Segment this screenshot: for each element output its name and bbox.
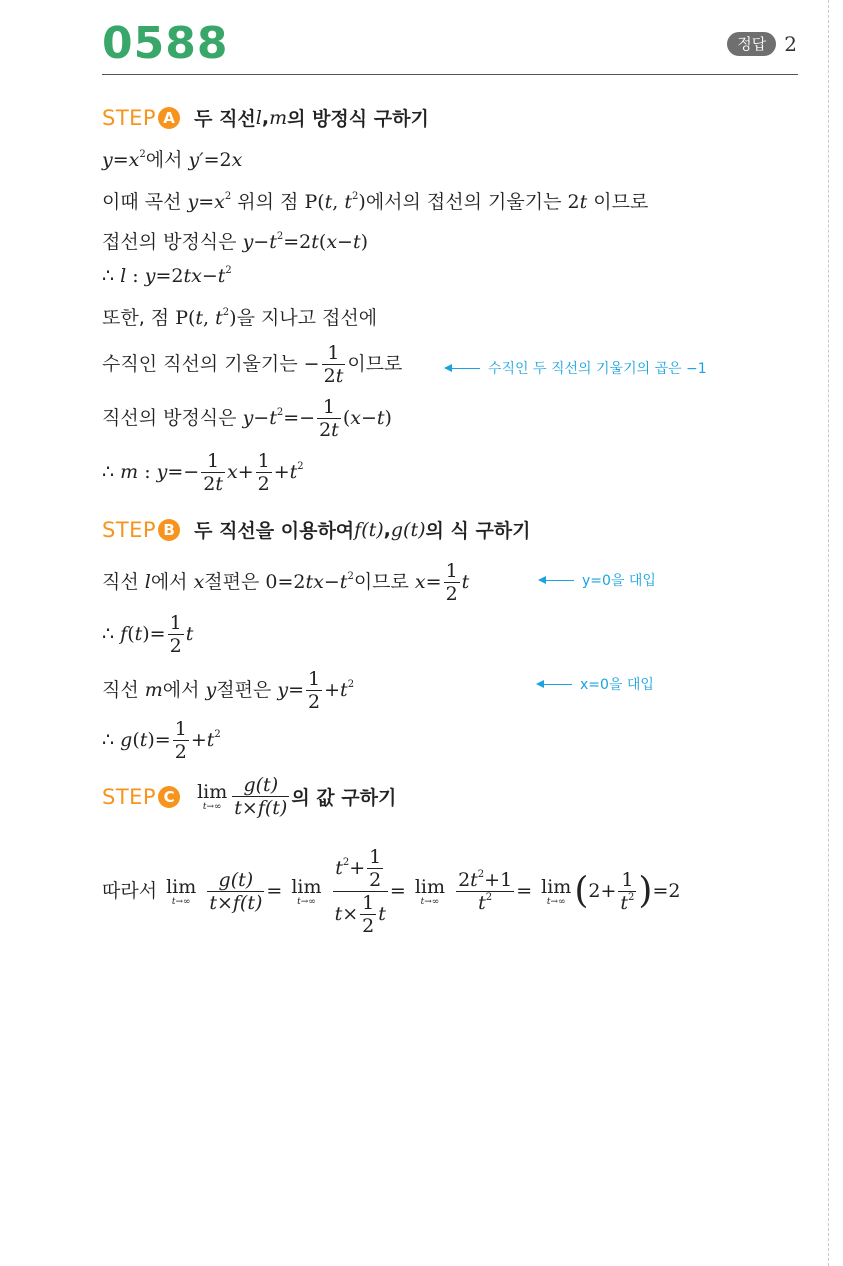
step-b-badge: B	[158, 519, 180, 541]
step-a-line-5: 또한, 점 P(t, $t^2$)을 지나고 접선에	[102, 307, 378, 329]
arrow-left-icon	[446, 368, 480, 369]
step-c-badge: C	[158, 786, 180, 808]
step-a-line-8: ∴ m : y=− $\frac{1}{2t}$ x+ $\frac{1}{2}$ $+t^2$	[102, 450, 304, 495]
note-substitute-x: x=0을 대입	[538, 674, 654, 694]
step-word: STEP	[102, 105, 157, 130]
arrow-left-icon	[540, 580, 574, 581]
note-perpendicular: 수직인 두 직선의 기울기의 곱은 −1	[446, 358, 707, 378]
step-c-heading: STEP C lim t→∞ $\frac{g(t)}{t\times f(t)}$ 의 값 구하기	[102, 774, 397, 819]
step-a-line-3: 접선의 방정식은 $y-t^2=2t(x-t)$	[102, 231, 369, 253]
problem-number: 0588	[102, 18, 229, 69]
step-b-heading: STEP B 두 직선을 이용하여 f(t) , g(t) 의 식 구하기	[102, 517, 531, 542]
step-a-line-4: ∴ l : $y=2tx-t^2$	[102, 265, 232, 287]
step-b-line-4: ∴ g(t)= $\frac{1}{2}$ $+t^2$	[102, 718, 221, 763]
step-c-line-1: 따라서 lim t→∞ $\frac{g(t)}{t\times f(t)}$ = lim t→∞ $t^2+$ $\frac{1}{2}$ t× $\frac{1}{2}$ t = lim t→∞ $\frac{2t^2+1}{t^2}$ = lim t→∞ (2+ $\frac{1}{t^2}$ )=2	[102, 846, 681, 937]
answer-box	[727, 32, 797, 56]
note-substitute-y: y=0을 대입	[540, 570, 656, 590]
step-a-heading: STEP A 두 직선 l , m 의 방정식 구하기	[102, 105, 429, 130]
arrow-left-icon	[538, 684, 572, 685]
header-rule	[102, 74, 798, 75]
step-a-line-7: 직선의 방정식은 $y-t^2=-$ $\frac{1}{2t}$ (x−t)	[102, 396, 392, 441]
step-a-line-2: 이때 곡선 $y=x^2$ 위의 점 P(t, $t^2$)에서의 접선의 기울기는 2t 이므로	[102, 191, 649, 213]
step-b-line-2: ∴ f(t)= $\frac{1}{2}$ t	[102, 612, 194, 657]
page-edge-line	[828, 0, 829, 1266]
answer-label: 정답	[727, 32, 776, 56]
step-a-line-6: 수직인 직선의 기울기는 − $\frac{1}{2t}$ 이므로	[102, 342, 403, 387]
answer-value: 2	[784, 32, 797, 56]
step-b-line-3: 직선 m에서 y절편은 y= $\frac{1}{2}$ $+t^2$	[102, 668, 355, 713]
step-a-badge: A	[158, 107, 180, 129]
step-b-line-1: 직선 l에서 x절편은 $0=2tx-t^2$이므로 x= $\frac{1}{2}$ t	[102, 560, 470, 605]
step-a-line-1: $y=x^2$에서 y′=2x	[102, 149, 243, 171]
